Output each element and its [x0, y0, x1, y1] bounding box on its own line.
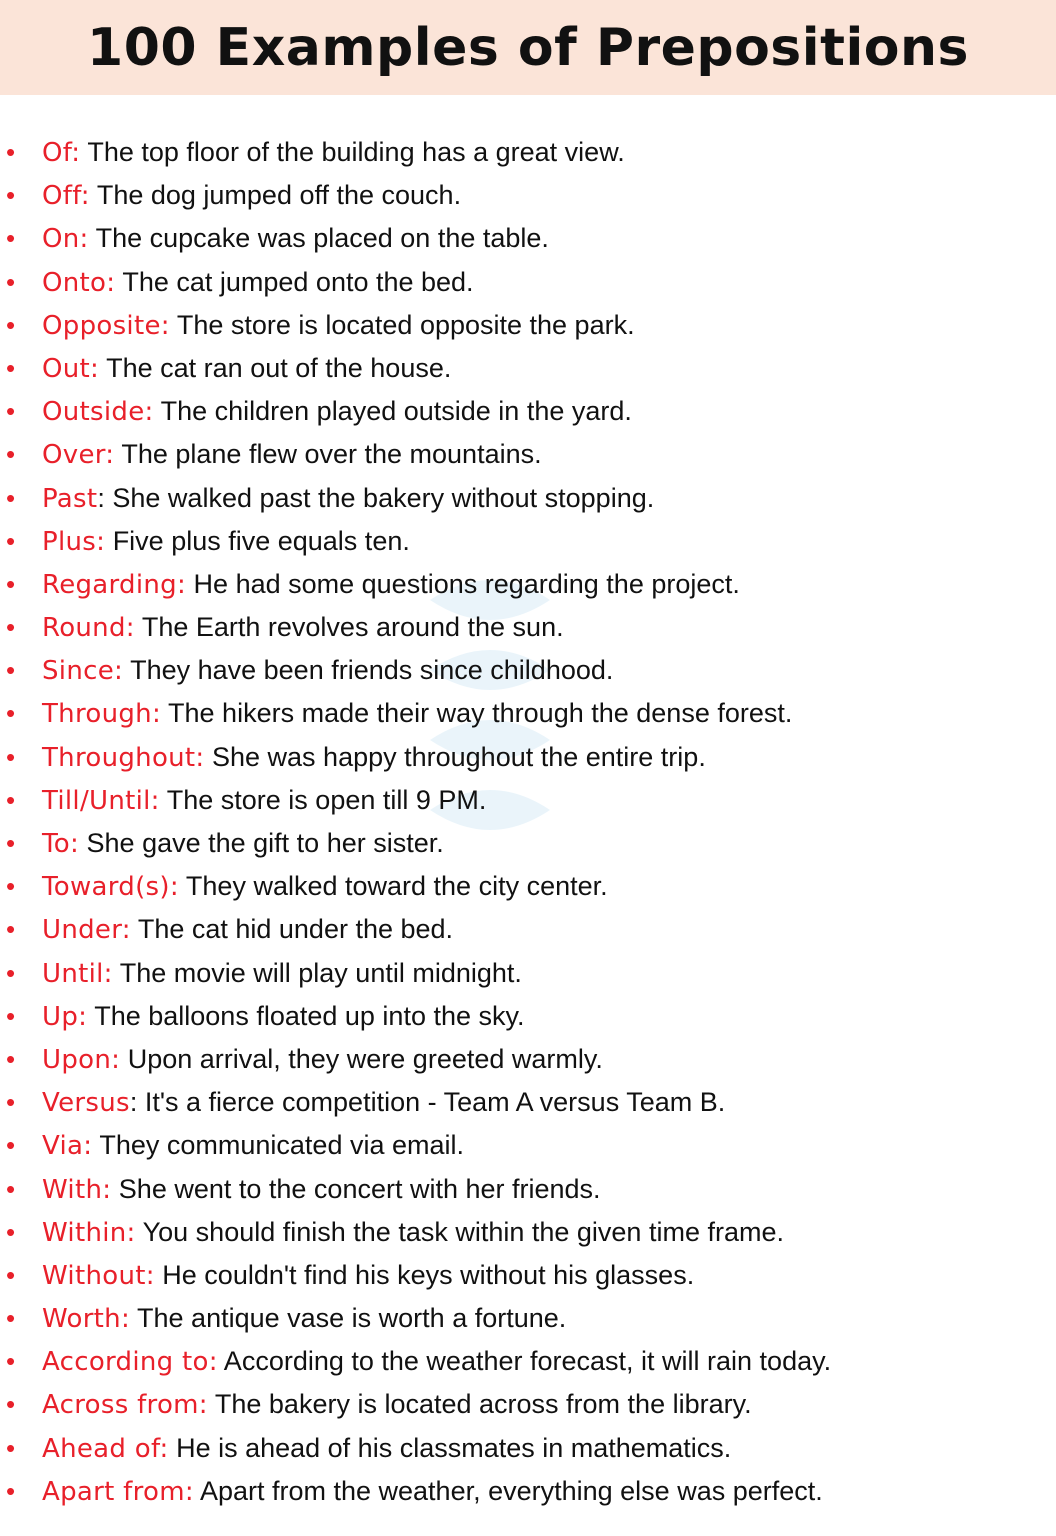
- example-sentence: The cat jumped onto the bed.: [115, 266, 474, 297]
- list-item: [0, 1124, 1056, 1167]
- preposition-term: Of:: [42, 138, 81, 168]
- list-item: [0, 865, 1056, 908]
- bullet-icon: •: [6, 223, 16, 254]
- list-item: [0, 1340, 1056, 1383]
- preposition-term: Round:: [42, 613, 135, 644]
- preposition-term: Since:: [42, 656, 124, 687]
- list-item: [0, 304, 1056, 347]
- preposition-term: Out:: [42, 353, 100, 384]
- bullet-icon: •: [6, 1000, 16, 1031]
- list-item: [0, 1168, 1056, 1211]
- example-sentence: The bakery is located across from the library.: [207, 1389, 752, 1420]
- list-item: [0, 995, 1056, 1038]
- preposition-term: Ahead of:: [42, 1433, 169, 1464]
- list-item: [0, 1038, 1056, 1081]
- example-sentence: The movie will play until midnight.: [112, 957, 522, 988]
- preposition-term: Opposite:: [42, 310, 170, 341]
- example-sentence: : She walked past the bakery without stopping.: [97, 482, 655, 513]
- example-sentence: Upon arrival, they were greeted warmly.: [120, 1043, 603, 1074]
- bullet-icon: •: [6, 525, 16, 556]
- preposition-term: Worth:: [42, 1304, 131, 1335]
- preposition-term: Across from:: [42, 1390, 208, 1421]
- example-sentence: He had some questions regarding the project.: [186, 568, 740, 599]
- preposition-term: Without:: [42, 1260, 155, 1291]
- page-title: 100 Examples of Prepositions: [87, 17, 969, 78]
- list-item: [0, 952, 1056, 995]
- list-item: [0, 131, 1056, 174]
- example-sentence: They have been friends since childhood.: [123, 655, 614, 686]
- preposition-term: Onto:: [42, 267, 116, 298]
- example-sentence: Five plus five equals ten.: [105, 525, 410, 556]
- bullet-icon: •: [6, 1303, 16, 1334]
- example-sentence: They communicated via email.: [92, 1130, 465, 1161]
- list-item: [0, 1427, 1056, 1470]
- preposition-list: [0, 131, 1056, 1513]
- preposition-term: Under:: [42, 915, 131, 946]
- preposition-term: With:: [42, 1174, 112, 1205]
- preposition-term: Throughout:: [42, 742, 205, 773]
- bullet-icon: •: [6, 137, 16, 167]
- list-item: [0, 433, 1056, 476]
- preposition-term: Over:: [42, 440, 115, 471]
- bullet-icon: •: [6, 1475, 16, 1506]
- preposition-term: According to:: [42, 1347, 218, 1378]
- list-item: [0, 779, 1056, 822]
- example-sentence: The balloons floated up into the sky.: [87, 1000, 525, 1031]
- example-sentence: Apart from the weather, everything else was perfect.: [193, 1475, 823, 1506]
- example-sentence: According to the weather forecast, it will rain today.: [217, 1346, 832, 1377]
- preposition-term: Up:: [42, 1001, 88, 1032]
- list-item: [0, 1470, 1056, 1513]
- bullet-icon: •: [6, 482, 16, 513]
- bullet-icon: •: [6, 309, 16, 340]
- preposition-term: Until:: [42, 958, 113, 989]
- bullet-icon: •: [6, 1173, 16, 1204]
- example-sentence: The hikers made their way through the dense forest.: [161, 698, 793, 729]
- example-sentence: The cat ran out of the house.: [99, 352, 452, 383]
- preposition-term: Upon:: [42, 1044, 121, 1075]
- bullet-icon: •: [6, 396, 16, 427]
- bullet-icon: •: [6, 698, 16, 729]
- bullet-icon: •: [6, 1130, 16, 1161]
- preposition-term: Plus:: [42, 526, 106, 557]
- list-item: [0, 1081, 1056, 1124]
- list-item: [0, 908, 1056, 951]
- list-item: [0, 822, 1056, 865]
- list-item: [0, 606, 1056, 649]
- example-sentence: The children played outside in the yard.: [153, 396, 632, 427]
- preposition-term: Through:: [42, 699, 162, 730]
- bullet-icon: •: [6, 957, 16, 988]
- bullet-icon: •: [6, 1087, 16, 1118]
- list-item: [0, 1211, 1056, 1254]
- example-sentence: The store is located opposite the park.: [169, 309, 635, 340]
- preposition-term: Outside:: [42, 397, 154, 428]
- preposition-term: To:: [42, 829, 80, 859]
- list-item: [0, 1297, 1056, 1340]
- example-sentence: You should finish the task within the given time frame.: [135, 1216, 784, 1247]
- list-item: [0, 563, 1056, 606]
- preposition-term: On:: [42, 224, 89, 255]
- list-item: [0, 692, 1056, 735]
- example-sentence: The cupcake was placed on the table.: [88, 223, 549, 254]
- example-sentence: The plane flew over the mountains.: [114, 439, 542, 470]
- bullet-icon: •: [6, 655, 16, 686]
- bullet-icon: •: [6, 1043, 16, 1074]
- example-sentence: He couldn't find his keys without his glasses.: [154, 1259, 695, 1290]
- bullet-icon: •: [6, 1346, 16, 1377]
- bullet-icon: •: [6, 1432, 16, 1463]
- example-sentence: The dog jumped off the couch.: [89, 180, 462, 211]
- bullet-icon: •: [6, 1389, 16, 1420]
- bullet-icon: •: [6, 784, 16, 815]
- list-item: [0, 649, 1056, 692]
- example-sentence: He is ahead of his classmates in mathematics.: [168, 1432, 732, 1463]
- bullet-icon: •: [6, 439, 16, 470]
- bullet-icon: •: [6, 1259, 16, 1290]
- list-item: [0, 1383, 1056, 1426]
- example-sentence: She was happy throughout the entire trip.: [204, 741, 706, 772]
- bullet-icon: •: [6, 612, 16, 643]
- example-sentence: : It's a fierce competition - Team A versus Team B.: [129, 1087, 726, 1118]
- bullet-icon: •: [6, 266, 16, 297]
- bullet-icon: •: [6, 741, 16, 772]
- list-item: [0, 217, 1056, 260]
- preposition-term: Apart from:: [42, 1476, 194, 1507]
- bullet-icon: •: [6, 1216, 16, 1247]
- preposition-term: Regarding:: [42, 569, 187, 600]
- list-item: [0, 347, 1056, 390]
- list-item: [0, 520, 1056, 563]
- list-item: [0, 390, 1056, 433]
- example-sentence: The Earth revolves around the sun.: [134, 612, 564, 643]
- preposition-term: Versus: [42, 1088, 130, 1119]
- bullet-icon: •: [6, 914, 16, 945]
- preposition-term: Off:: [42, 181, 90, 212]
- preposition-term: Via:: [42, 1131, 93, 1162]
- example-sentence: The cat hid under the bed.: [130, 914, 454, 945]
- example-sentence: They walked toward the city center.: [178, 871, 608, 902]
- list-item: [0, 261, 1056, 304]
- bullet-icon: •: [6, 568, 16, 599]
- preposition-term: Past: [42, 483, 98, 514]
- title-banner: [0, 0, 1056, 95]
- bullet-icon: •: [6, 871, 16, 902]
- preposition-term: Toward(s):: [42, 872, 179, 903]
- example-sentence: The store is open till 9 PM.: [159, 784, 487, 815]
- example-sentence: She gave the gift to her sister.: [79, 828, 444, 858]
- example-sentence: She went to the concert with her friends.: [111, 1173, 601, 1204]
- list-item: [0, 1254, 1056, 1297]
- bullet-icon: •: [6, 352, 16, 383]
- list-item: [0, 477, 1056, 520]
- list-item: [0, 174, 1056, 217]
- preposition-term: Within:: [42, 1217, 136, 1248]
- example-sentence: The antique vase is worth a fortune.: [130, 1303, 567, 1334]
- bullet-icon: •: [6, 180, 16, 211]
- bullet-icon: •: [6, 828, 16, 858]
- preposition-term: Till/Until:: [42, 785, 160, 816]
- example-sentence: The top floor of the building has a great view.: [80, 137, 625, 167]
- list-item: [0, 736, 1056, 779]
